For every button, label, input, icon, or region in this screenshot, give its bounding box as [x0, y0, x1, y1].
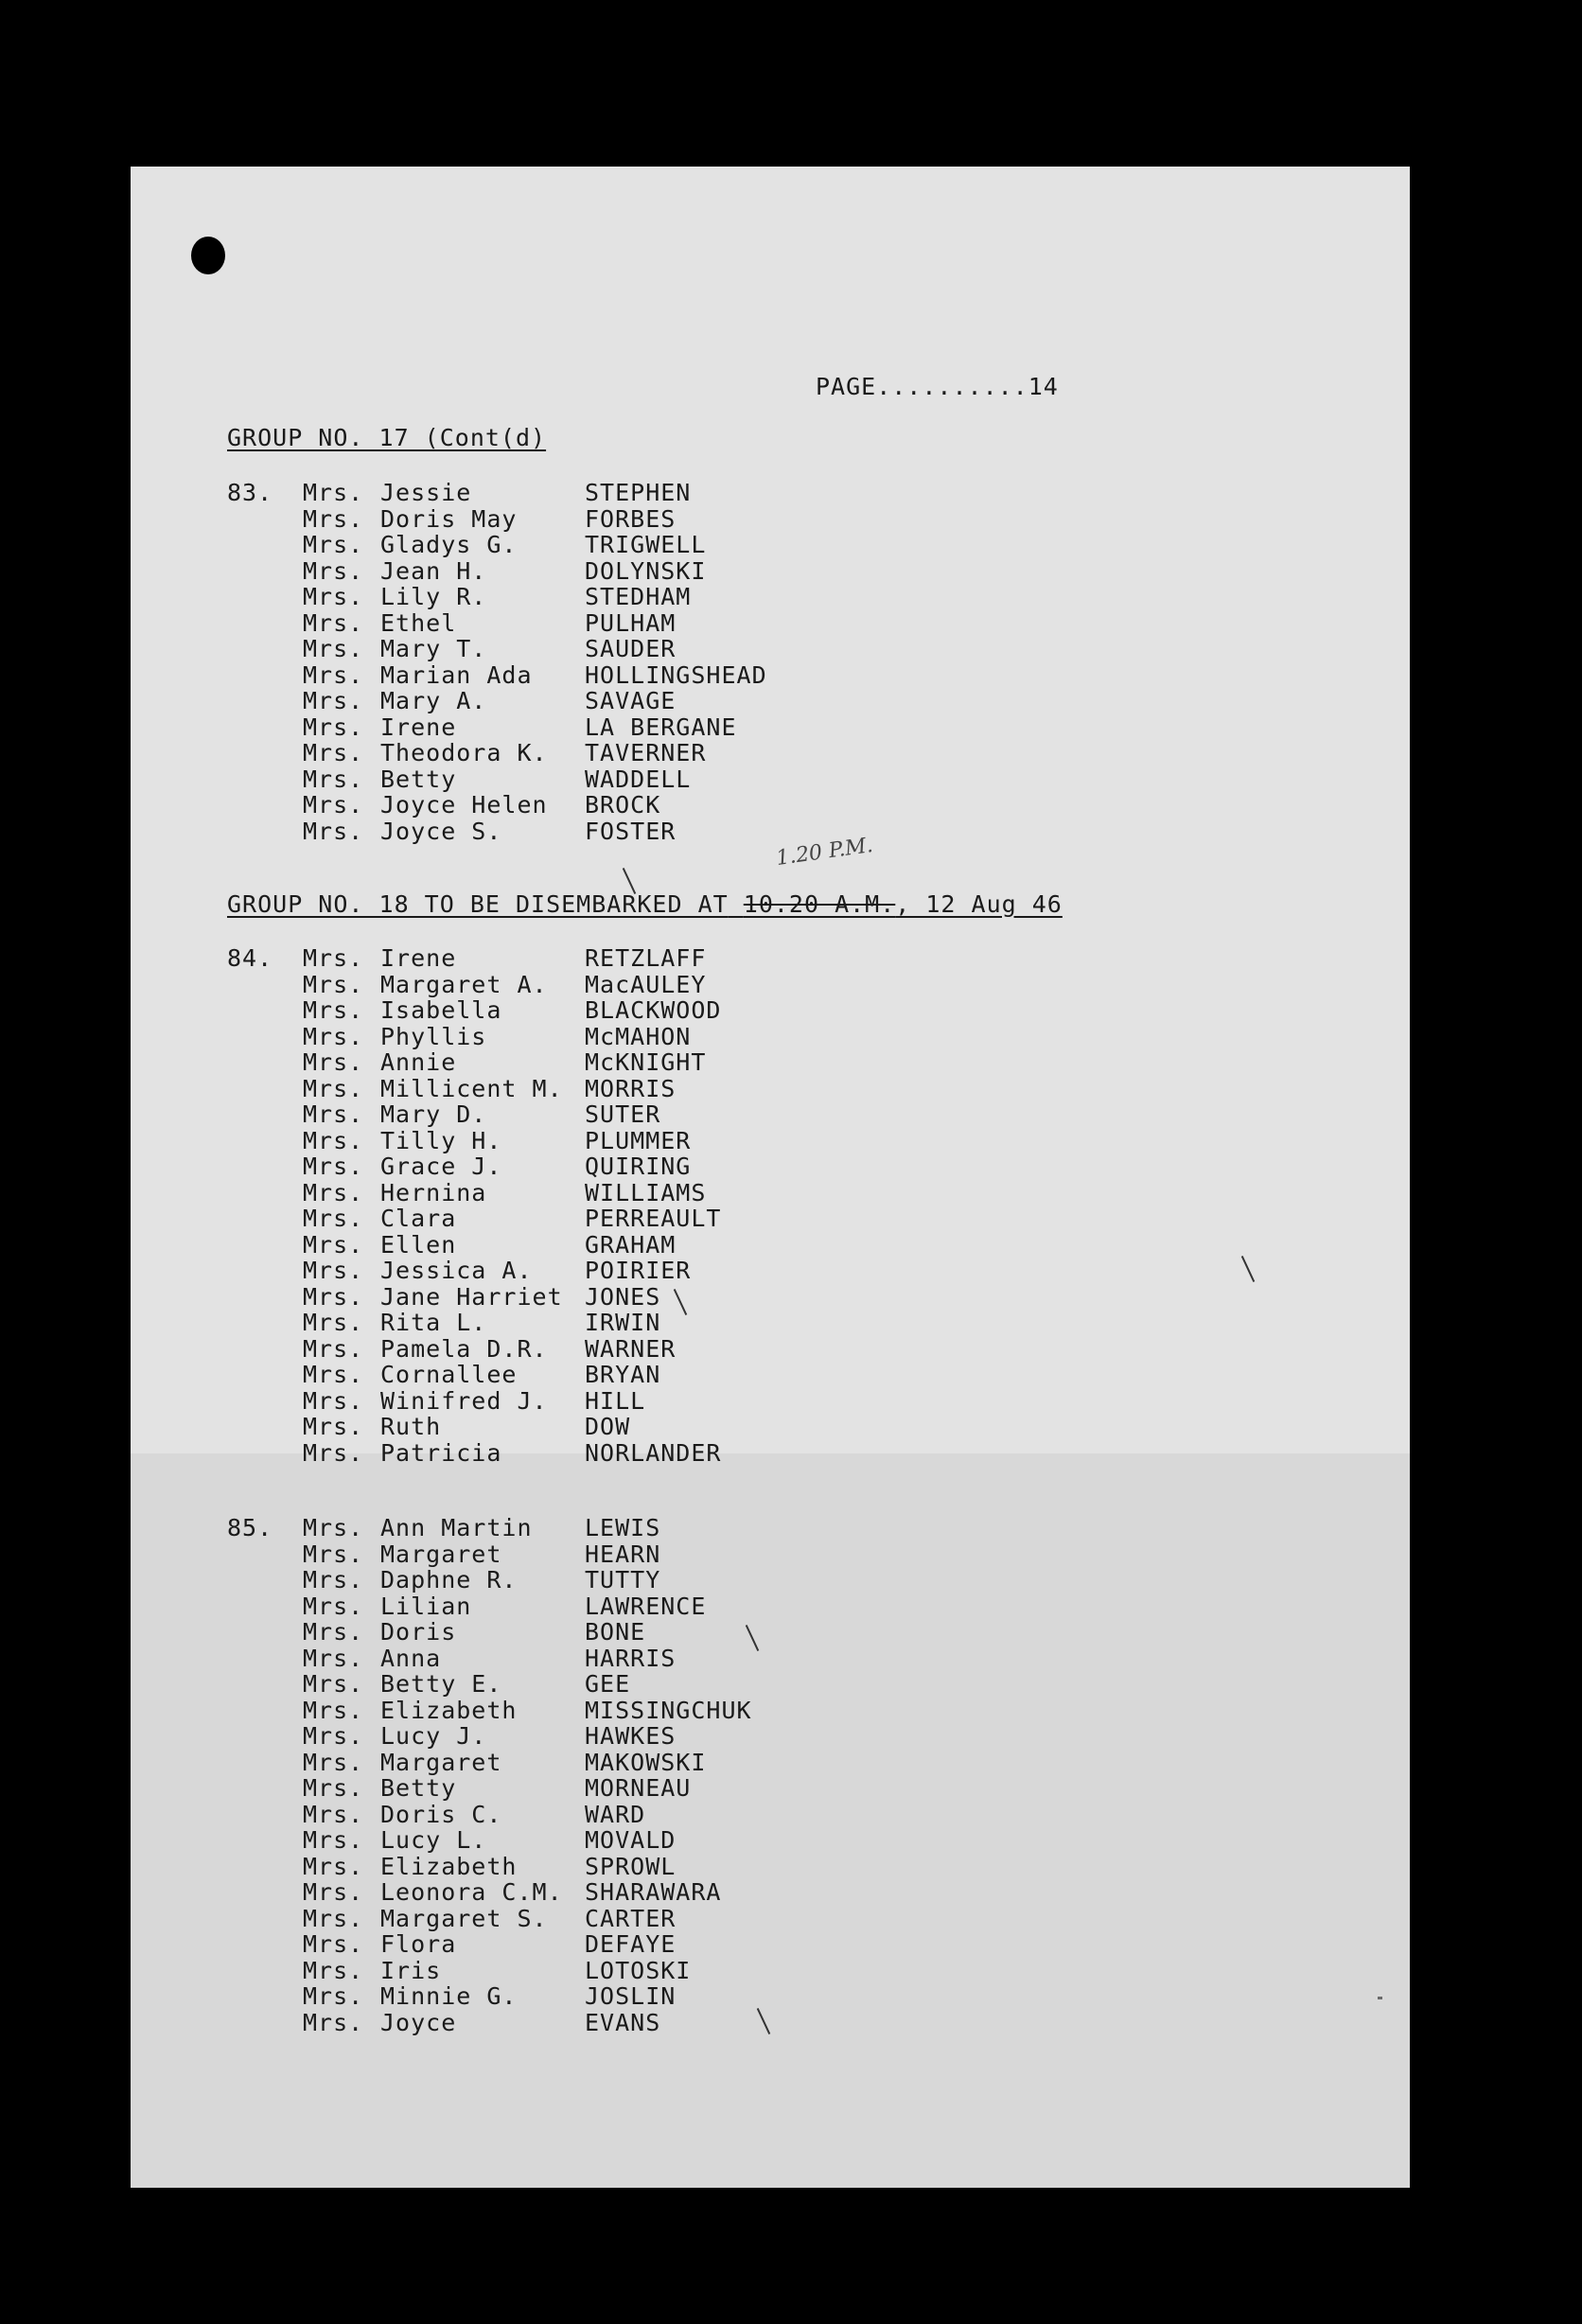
entry-title: Mrs. [303, 556, 364, 585]
given-name: Joyce [380, 2008, 457, 2036]
surname: MISSINGCHUK [585, 1696, 752, 1724]
entry-title: Mrs. [303, 504, 364, 533]
given-name: Joyce Helen [380, 791, 548, 819]
entry-title: Mrs. [303, 608, 364, 637]
given-name: Marian Ada [380, 660, 533, 689]
surname: LAWRENCE [585, 1592, 707, 1620]
entry-title: Mrs. [303, 1956, 364, 1984]
entry-title: Mrs. [303, 1696, 364, 1724]
surname: BLACKWOOD [585, 996, 722, 1024]
given-name: Flora [380, 1930, 457, 1958]
entry-title: Mrs. [303, 583, 364, 610]
surname: TAVERNER [585, 739, 707, 766]
entry-title: Mrs. [303, 687, 364, 714]
entry-title: Mrs. [303, 635, 364, 662]
entry-title: Mrs. [303, 1282, 364, 1311]
surname: POIRIER [585, 1257, 692, 1284]
surname: EVANS [585, 2008, 661, 2036]
entry-title: Mrs. [303, 1126, 364, 1154]
entry-title: Mrs. [303, 1982, 364, 2010]
group-18-heading [227, 890, 1063, 918]
given-name: Lucy L. [380, 1826, 487, 1854]
entry-title: Mrs. [303, 1722, 364, 1750]
given-name: Mary T. [380, 635, 487, 662]
surname: FORBES [585, 504, 677, 533]
given-name: Margaret A. [380, 970, 548, 998]
given-name: Rita L. [380, 1309, 487, 1336]
entry-title: Mrs. [303, 660, 364, 689]
given-name: Lucy J. [380, 1722, 487, 1750]
given-name: Mary D. [380, 1100, 487, 1128]
group-18-heading-text: GROUP NO. 18 TO BE DISEMBARKED AT [227, 890, 729, 918]
surname: SHARAWARA [585, 1878, 722, 1906]
surname: McKNIGHT [585, 1048, 707, 1076]
surname: TUTTY [585, 1566, 661, 1593]
given-name: Margaret [380, 1540, 502, 1568]
surname: BRYAN [585, 1361, 661, 1388]
surname: PLUMMER [585, 1126, 692, 1154]
surname: JONES [585, 1282, 661, 1311]
entry-title: Mrs. [303, 1592, 364, 1620]
surname: TRIGWELL [585, 531, 707, 558]
given-name: Patricia [380, 1438, 502, 1467]
entry-title: Mrs. [303, 1878, 364, 1906]
entry-title: Mrs. [303, 1800, 364, 1828]
surname: LA BERGANE [585, 713, 737, 741]
entry-title: Mrs. [303, 739, 364, 766]
entry-title: Mrs. [303, 944, 364, 972]
surname: PERREAULT [585, 1205, 722, 1232]
paper-speck [1378, 1997, 1382, 1999]
given-name: Ellen [380, 1230, 457, 1259]
entry-title: Mrs. [303, 1644, 364, 1672]
entry-title: Mrs. [303, 1048, 364, 1076]
entry-title: Mrs. [303, 1438, 364, 1467]
given-name: Theodora K. [380, 739, 548, 766]
surname: LEWIS [585, 1514, 661, 1541]
handwritten-time-correction: 1.20 P.M. [774, 833, 875, 872]
surname: LOTOSKI [585, 1956, 692, 1984]
entry-title: Mrs. [303, 1386, 364, 1415]
entry-title: Mrs. [303, 1334, 364, 1363]
page-number: 14 [1028, 373, 1059, 400]
surname: DEFAYE [585, 1930, 677, 1958]
entry-title: Mrs. [303, 1205, 364, 1232]
given-name: Isabella [380, 996, 502, 1024]
surname: WILLIAMS [585, 1178, 707, 1206]
entry-title: Mrs. [303, 713, 364, 741]
page-number-line [816, 373, 1059, 400]
surname: MORNEAU [585, 1774, 692, 1802]
surname: NORLANDER [585, 1438, 722, 1467]
given-name: Winifred J. [380, 1386, 548, 1415]
entry-title: Mrs. [303, 2008, 364, 2036]
given-name: Iris [380, 1956, 442, 1984]
entry-title: Mrs. [303, 1774, 364, 1802]
group-85-number: 85. [227, 1514, 273, 1541]
entry-title: Mrs. [303, 1618, 364, 1646]
surname: SUTER [585, 1100, 661, 1128]
entry-title: Mrs. [303, 1178, 364, 1206]
entry-title: Mrs. [303, 1670, 364, 1698]
entry-title: Mrs. [303, 996, 364, 1024]
given-name: Mary A. [380, 687, 487, 714]
entry-title: Mrs. [303, 1904, 364, 1932]
given-name: Clara [380, 1205, 457, 1232]
page-label: PAGE.......... [816, 373, 1028, 400]
given-name: Hernina [380, 1178, 487, 1206]
entry-title: Mrs. [303, 1153, 364, 1180]
given-name: Margaret [380, 1748, 502, 1776]
given-name: Betty E. [380, 1670, 502, 1698]
surname: HAWKES [585, 1722, 677, 1750]
entry-title: Mrs. [303, 1022, 364, 1050]
entry-title: Mrs. [303, 765, 364, 793]
surname: DOW [585, 1413, 631, 1440]
given-name: Pamela D.R. [380, 1334, 548, 1363]
surname: HARRIS [585, 1644, 677, 1672]
given-name: Tilly H. [380, 1126, 502, 1154]
given-name: Elizabeth [380, 1696, 518, 1724]
surname: RETZLAFF [585, 944, 707, 972]
disembark-date: , 12 Aug 46 [895, 890, 1063, 918]
given-name: Doris C. [380, 1800, 502, 1828]
group-83-number: 83. [227, 479, 273, 506]
surname: JOSLIN [585, 1982, 677, 2010]
given-name: Cornallee [380, 1361, 518, 1388]
surname: MORRIS [585, 1074, 677, 1102]
surname: STEDHAM [585, 583, 692, 610]
surname: SAUDER [585, 635, 677, 662]
given-name: Doris May [380, 504, 518, 533]
given-name: Doris [380, 1618, 457, 1646]
entry-title: Mrs. [303, 1074, 364, 1102]
entry-title: Mrs. [303, 1540, 364, 1568]
given-name: Betty [380, 765, 457, 793]
surname: MAKOWSKI [585, 1748, 707, 1776]
given-name: Ruth [380, 1413, 442, 1440]
surname: BONE [585, 1618, 646, 1646]
surname: WADDELL [585, 765, 692, 793]
surname: WARNER [585, 1334, 677, 1363]
given-name: Betty [380, 1774, 457, 1802]
entry-title: Mrs. [303, 1413, 364, 1440]
surname: MOVALD [585, 1826, 677, 1854]
entry-title: Mrs. [303, 817, 364, 845]
surname: BROCK [585, 791, 661, 819]
group-17-heading: GROUP NO. 17 (Cont(d) [227, 424, 547, 451]
entry-title: Mrs. [303, 1852, 364, 1880]
given-name: Daphne R. [380, 1566, 518, 1593]
given-name: Millicent M. [380, 1074, 563, 1102]
surname: PULHAM [585, 608, 677, 637]
surname: HILL [585, 1386, 646, 1415]
surname: SAVAGE [585, 687, 677, 714]
given-name: Jessie [380, 479, 472, 506]
given-name: Elizabeth [380, 1852, 518, 1880]
surname: GEE [585, 1670, 631, 1698]
given-name: Annie [380, 1048, 457, 1076]
given-name: Lily R. [380, 583, 487, 610]
surname: McMAHON [585, 1022, 692, 1050]
entry-title: Mrs. [303, 1514, 364, 1541]
given-name: Jane Harriet [380, 1282, 563, 1311]
given-name: Joyce S. [380, 817, 502, 845]
surname: SPROWL [585, 1852, 677, 1880]
entry-title: Mrs. [303, 1230, 364, 1259]
given-name: Irene [380, 944, 457, 972]
given-name: Jean H. [380, 556, 487, 585]
given-name: Jessica A. [380, 1257, 533, 1284]
given-name: Ethel [380, 608, 457, 637]
given-name: Gladys G. [380, 531, 518, 558]
given-name: Phyllis [380, 1022, 487, 1050]
group-84-number: 84. [227, 944, 273, 972]
given-name: Lilian [380, 1592, 472, 1620]
entry-title: Mrs. [303, 1748, 364, 1776]
given-name: Ann Martin [380, 1514, 533, 1541]
surname: CARTER [585, 1904, 677, 1932]
surname: GRAHAM [585, 1230, 677, 1259]
given-name: Minnie G. [380, 1982, 518, 2010]
entry-title: Mrs. [303, 791, 364, 819]
entry-title: Mrs. [303, 1566, 364, 1593]
entry-title: Mrs. [303, 1930, 364, 1958]
entry-title: Mrs. [303, 1826, 364, 1854]
struck-disembark-time: 10.20 A.M. [743, 890, 896, 918]
given-name: Irene [380, 713, 457, 741]
document-page [131, 167, 1410, 2188]
punch-hole [191, 237, 225, 274]
entry-title: Mrs. [303, 1361, 364, 1388]
surname: IRWIN [585, 1309, 661, 1336]
surname: HOLLINGSHEAD [585, 660, 767, 689]
surname: FOSTER [585, 817, 677, 845]
entry-title: Mrs. [303, 970, 364, 998]
entry-title: Mrs. [303, 1257, 364, 1284]
entry-title: Mrs. [303, 479, 364, 506]
given-name: Anna [380, 1644, 442, 1672]
surname: WARD [585, 1800, 646, 1828]
given-name: Grace J. [380, 1153, 502, 1180]
given-name: Margaret S. [380, 1904, 548, 1932]
surname: STEPHEN [585, 479, 692, 506]
entry-title: Mrs. [303, 1100, 364, 1128]
surname: DOLYNSKI [585, 556, 707, 585]
entry-title: Mrs. [303, 531, 364, 558]
surname: HEARN [585, 1540, 661, 1568]
entry-title: Mrs. [303, 1309, 364, 1336]
surname: QUIRING [585, 1153, 692, 1180]
surname: MacAULEY [585, 970, 707, 998]
given-name: Leonora C.M. [380, 1878, 563, 1906]
